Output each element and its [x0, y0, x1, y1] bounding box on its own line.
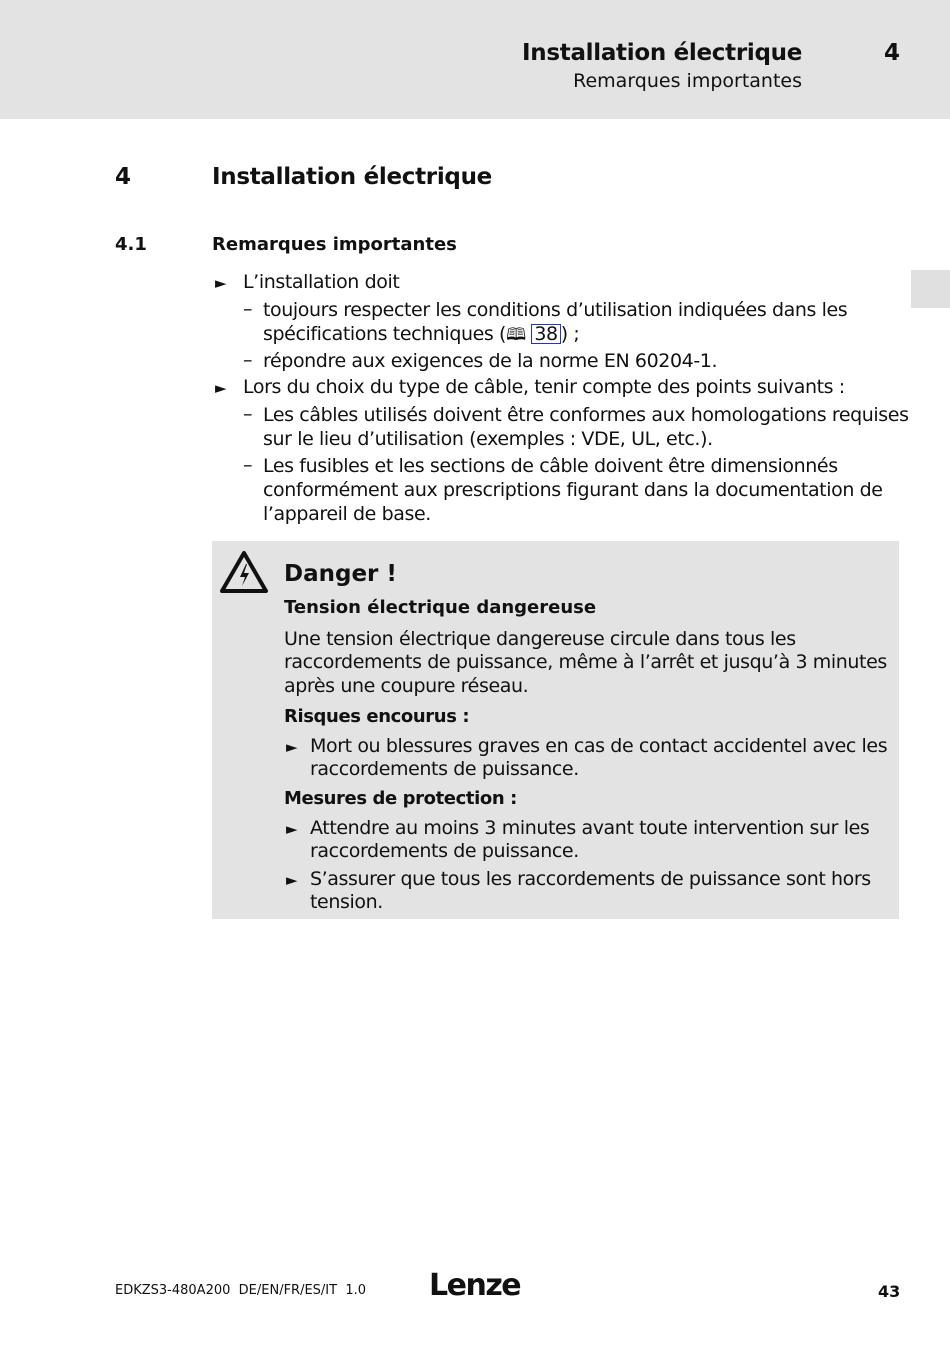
- measure2-line1: S’assurer que tous les raccordements de puissance sont hors: [310, 868, 871, 890]
- dash-icon: –: [243, 454, 253, 476]
- dash-icon: –: [243, 298, 253, 320]
- bullet-cable-choice: Lors du choix du type de câble, tenir compte des points suivants :: [243, 376, 845, 398]
- bullet-installation: L’installation doit: [243, 271, 400, 293]
- bullet-triangle-icon: ►: [286, 820, 298, 838]
- header-chapter-number: 4: [884, 40, 901, 66]
- section-title: Installation électrique: [212, 164, 492, 190]
- item-norm: répondre aux exigences de la norme EN 60204-1.: [263, 350, 718, 372]
- page-header: [0, 0, 950, 119]
- page-reference-link[interactable]: 38: [531, 324, 560, 344]
- subsection-title: Remarques importantes: [212, 234, 457, 255]
- risk1-line2: raccordements de puissance.: [310, 758, 579, 780]
- dash-icon: –: [243, 349, 253, 371]
- page-number: 43: [878, 1282, 901, 1301]
- danger-subtitle: Tension électrique dangereuse: [284, 597, 597, 618]
- item-conditions-end: ) ;: [560, 323, 580, 345]
- section-number: 4: [115, 164, 132, 190]
- item-conditions-line1: toujours respecter les conditions d’utilisation indiquées dans les: [263, 299, 848, 321]
- item-cables-line2: sur le lieu d’utilisation (exemples : VDE, UL, etc.).: [263, 428, 713, 450]
- item-cables-line1: Les câbles utilisés doivent être conformes aux homologations requises: [263, 404, 909, 426]
- item-fuses-line3: l’appareil de base.: [263, 503, 431, 525]
- item-fuses-line2: conformément aux prescriptions figurant dans la documentation de: [263, 479, 883, 501]
- item-conditions-line2: [263, 323, 579, 348]
- measure2-line2: tension.: [310, 891, 383, 913]
- danger-desc-line3: après une coupure réseau.: [284, 675, 529, 697]
- item-fuses-line1: Les fusibles et les sections de câble doivent être dimensionnés: [263, 455, 838, 477]
- header-title: Installation électrique: [522, 40, 802, 66]
- lenze-logo: Lenze: [429, 1268, 521, 1303]
- bullet-triangle-icon: ►: [215, 379, 227, 397]
- measures-heading: Mesures de protection :: [284, 788, 517, 809]
- risk1-line1: Mort ou blessures graves en cas de contact accidentel avec les: [310, 735, 888, 757]
- bullet-triangle-icon: ►: [286, 871, 298, 889]
- chapter-side-tab: [911, 270, 950, 308]
- danger-desc-line1: Une tension électrique dangereuse circule dans tous les: [284, 628, 796, 650]
- measure1-line2: raccordements de puissance.: [310, 840, 579, 862]
- electrical-hazard-icon: [219, 549, 269, 595]
- measure1-line1: Attendre au moins 3 minutes avant toute intervention sur les: [310, 817, 870, 839]
- header-subtitle: Remarques importantes: [573, 70, 802, 92]
- risks-heading: Risques encourus :: [284, 706, 470, 727]
- bullet-triangle-icon: ►: [215, 274, 227, 292]
- subsection-number: 4.1: [115, 234, 147, 255]
- footer-document-id: EDKZS3-480A200 DE/EN/FR/ES/IT 1.0: [115, 1283, 367, 1298]
- bullet-triangle-icon: ►: [286, 738, 298, 756]
- book-icon: 🕮: [506, 325, 526, 345]
- item-conditions-text: spécifications techniques (: [263, 323, 507, 345]
- danger-title: Danger !: [284, 561, 397, 587]
- danger-desc-line2: raccordements de puissance, même à l’arrêt et jusqu’à 3 minutes: [284, 651, 887, 673]
- dash-icon: –: [243, 403, 253, 425]
